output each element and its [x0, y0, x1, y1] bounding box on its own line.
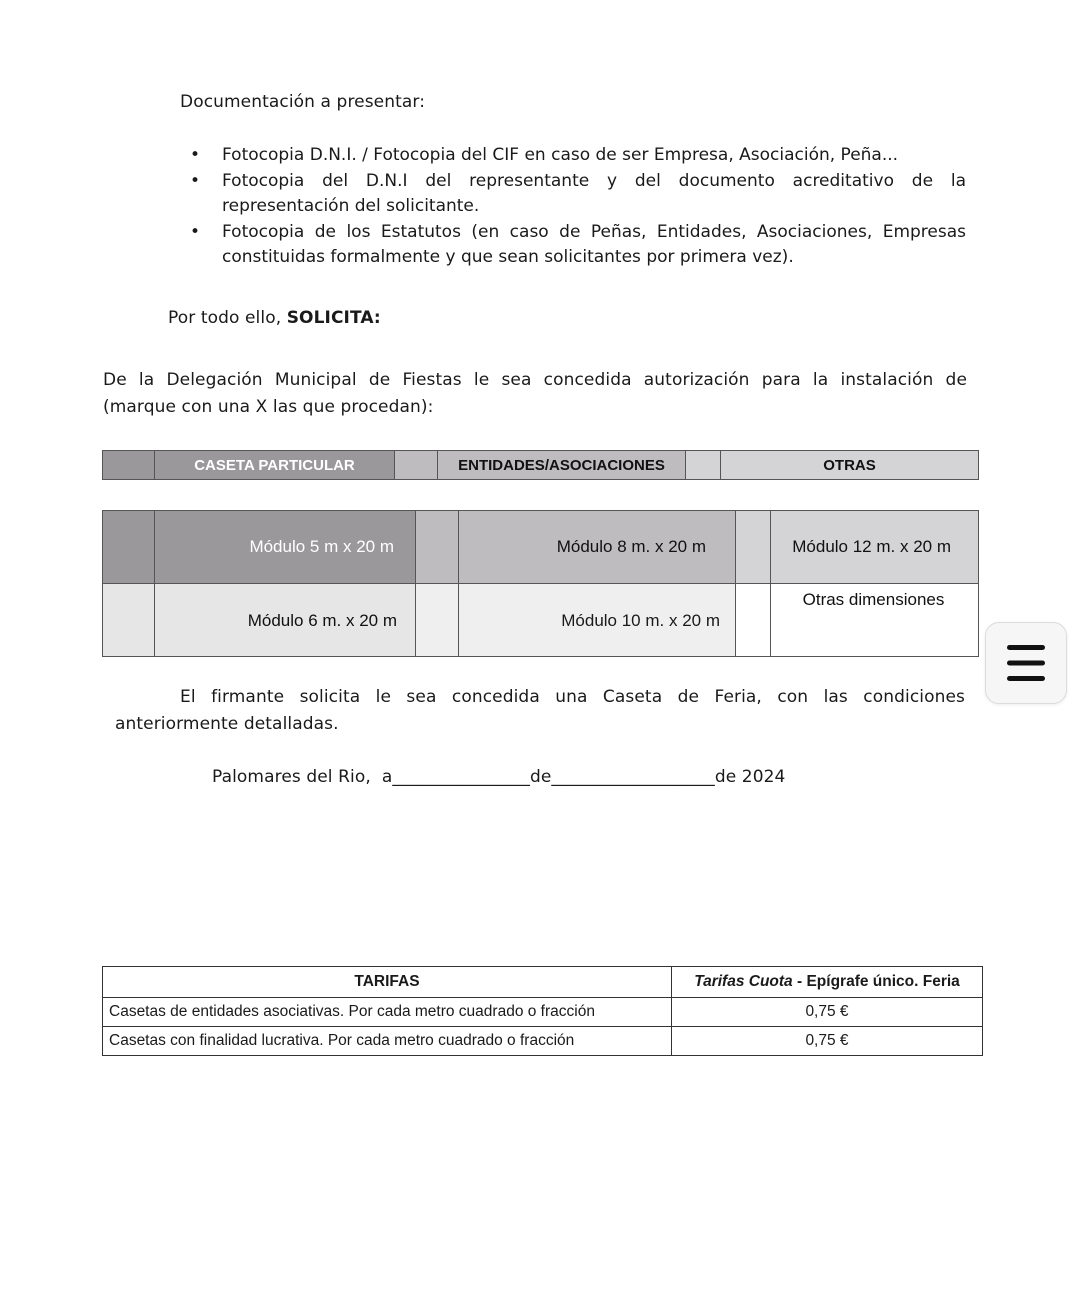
tariff-price: 0,75 € — [672, 998, 983, 1027]
list-item-text: • Fotocopia D.N.I. / Fotocopia del CIF en caso de ser Empresa, Asociación, Peña... — [222, 145, 899, 165]
option-modulo-10: Módulo 10 m. x 20 m — [459, 584, 736, 657]
request-line-2: (marque con una X las que procedan): — [103, 397, 434, 417]
options-header-table — [102, 450, 979, 480]
header-otras: OTRAS — [721, 451, 979, 480]
checkbox-modulo-5[interactable] — [103, 511, 155, 584]
signer-line-1: El firmante solicita le sea concedida una Caseta de Feria, con las condiciones — [180, 687, 965, 707]
header-entidades: ENTIDADES/ASOCIACIONES — [438, 451, 686, 480]
hamburger-menu-icon — [986, 623, 1066, 703]
checkbox-modulo-8[interactable] — [416, 511, 459, 584]
checkbox-otras-dimensiones[interactable] — [736, 584, 771, 657]
checkbox-caseta-particular[interactable] — [103, 451, 155, 480]
signer-line-2: anteriormente detalladas. — [115, 714, 339, 734]
list-item-text: representación del solicitante. — [222, 196, 480, 216]
tariff-price: 0,75 € — [672, 1027, 983, 1056]
checkbox-modulo-6[interactable] — [103, 584, 155, 657]
table-row — [103, 1027, 983, 1056]
list-item-text: • Fotocopia de los Estatutos (en caso de Peñas, Entidades, Asociaciones, Empresas — [222, 221, 966, 242]
tariffs-header-right-italic: Tarifas Cuota — [694, 973, 793, 990]
option-modulo-6: Módulo 6 m. x 20 m — [155, 584, 416, 657]
list-item — [190, 220, 966, 271]
solicita-bold: SOLICITA: — [286, 308, 381, 328]
list-item — [190, 143, 966, 169]
tariffs-header-right-rest: - Epígrafe único. Feria — [792, 973, 960, 990]
option-otras-dimensiones: Otras dimensiones — [771, 584, 979, 657]
option-modulo-5: Módulo 5 m x 20 m — [155, 511, 416, 584]
checkbox-otras[interactable] — [686, 451, 721, 480]
solicita-prefix: Por todo ello, — [168, 308, 287, 328]
checkbox-entidades[interactable] — [395, 451, 438, 480]
checkbox-modulo-10[interactable] — [416, 584, 459, 657]
solicita-line — [168, 305, 381, 331]
list-item — [190, 169, 966, 220]
tariffs-table — [102, 966, 983, 1056]
option-modulo-8: Módulo 8 m. x 20 m — [459, 511, 736, 584]
menu-button[interactable] — [985, 622, 1067, 704]
tariffs-header-right — [672, 967, 983, 998]
option-modulo-12: Módulo 12 m. x 20 m — [771, 511, 979, 584]
place-date-line: Palomares del Rio, a________________de___________________de 2024 — [212, 767, 786, 787]
documentation-heading: Documentación a presentar: — [180, 92, 426, 112]
header-caseta-particular: CASETA PARTICULAR — [155, 451, 395, 480]
tariffs-header-left: TARIFAS — [103, 967, 672, 998]
tariff-label: Casetas con finalidad lucrativa. Por cada metro cuadrado o fracción — [103, 1027, 672, 1056]
table-row — [103, 998, 983, 1027]
list-item-text: • Fotocopia del D.N.I del representante y del documento acreditativo de la — [222, 170, 966, 191]
checkbox-modulo-12[interactable] — [736, 511, 771, 584]
documentation-list — [190, 143, 966, 271]
options-modules-table — [102, 510, 979, 657]
tariff-label: Casetas de entidades asociativas. Por cada metro cuadrado o fracción — [103, 998, 672, 1027]
request-line-1: De la Delegación Municipal de Fiestas le sea concedida autorización para la instalación de — [103, 370, 967, 390]
list-item-text: constituidas formalmente y que sean solicitantes por primera vez). — [222, 247, 794, 267]
